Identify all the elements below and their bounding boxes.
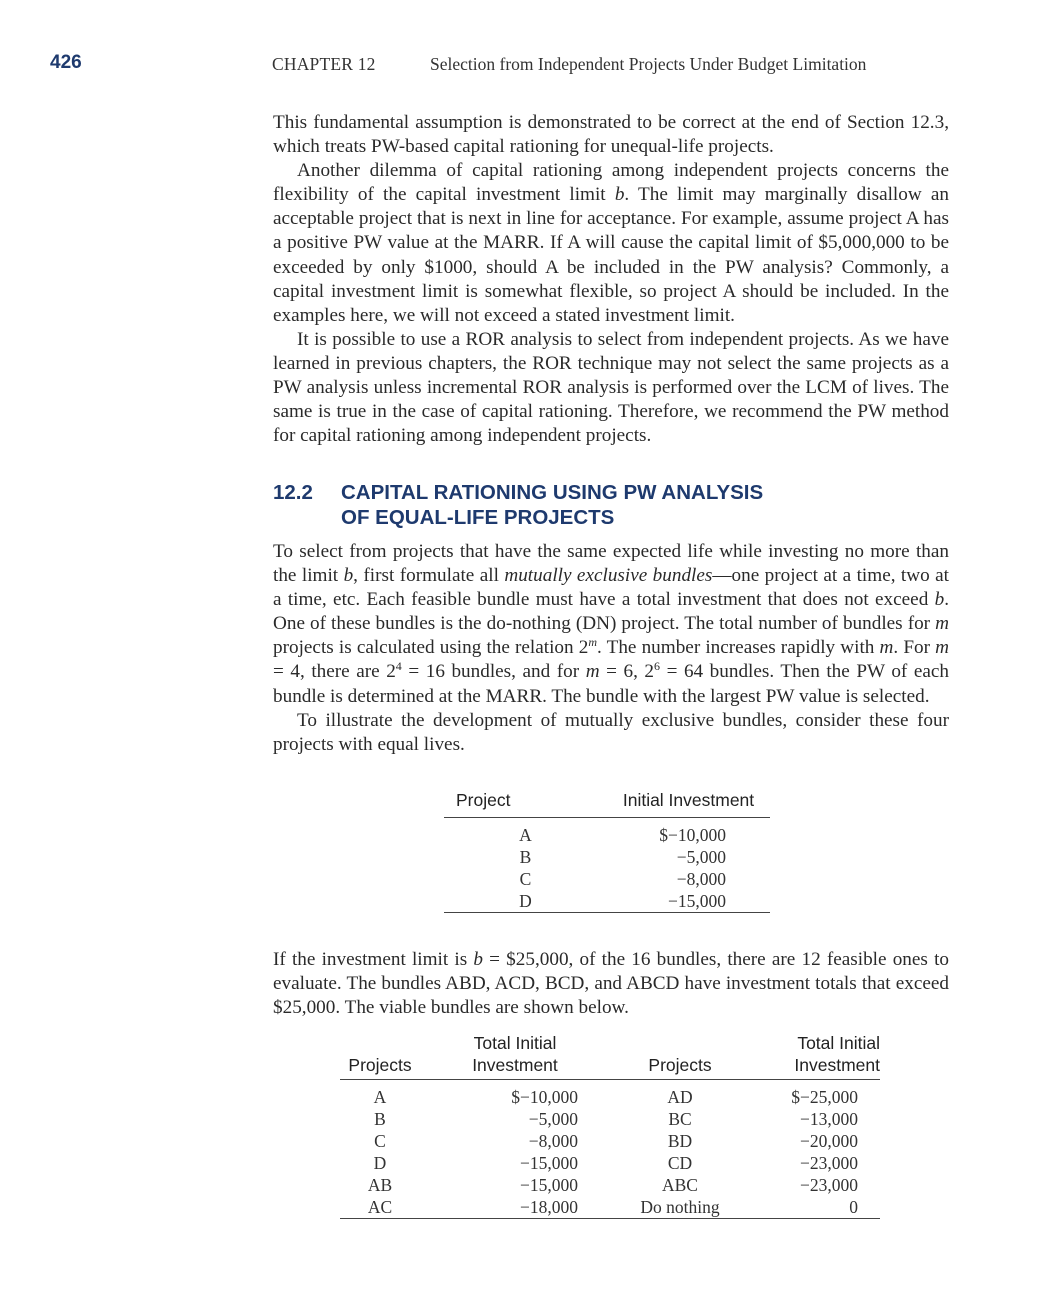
bundles-table [340,1028,880,1231]
total-investment-cell: −15,000 [520,1152,578,1173]
chapter-title: Selection from Independent Projects Under Budget Limitation [430,54,867,74]
col-total-initial-1: Total Initial Investment [472,1033,558,1075]
project-cell: C [519,868,532,889]
section-title [341,480,763,530]
projects-cell: BD [667,1130,693,1151]
table-row [340,1174,880,1196]
total-investment-cell: −20,000 [800,1130,858,1151]
intro-paragraphs [273,111,949,448]
table-row [444,846,770,868]
section-paragraphs [273,540,949,757]
projects-table [444,790,770,923]
total-investment-cell: −8,000 [528,1130,578,1151]
projects-cell: A [373,1086,387,1107]
projects-cell: ABC [662,1174,698,1195]
project-cell: B [519,846,532,867]
section-title-line-2: OF EQUAL-LIFE PROJECTS [341,506,615,529]
page-number: 426 [50,52,82,73]
projects-cell: D [373,1152,387,1173]
table-row [444,890,770,913]
projects-cell: AC [367,1196,393,1217]
section-number: 12.2 [273,481,313,504]
projects-cell: CD [667,1152,693,1173]
paragraph-1: This fundamental assumption is demonstrated to be correct at the end of Section 12.3, which treats PW-based capital rationing for unequal-life projects. [273,112,949,158]
total-investment-cell: −18,000 [520,1196,578,1217]
project-cell: A [519,824,532,845]
chapter-label: CHAPTER 12 [272,54,376,74]
total-investment-cell: −15,000 [520,1174,578,1195]
table-row [340,1152,880,1174]
projects-table-header [444,790,770,818]
total-investment-cell: 0 [849,1196,858,1217]
col-project: Project [456,790,511,810]
investment-cell: $−10,000 [659,824,726,845]
projects-cell: BC [668,1108,692,1129]
investment-cell: −15,000 [668,890,726,911]
col-total-initial-2: Total Initial Investment [794,1033,880,1075]
table-row [340,1130,880,1152]
running-header [272,54,867,75]
total-investment-cell: −5,000 [528,1108,578,1129]
investment-cell: −5,000 [676,846,726,867]
projects-cell: B [374,1108,386,1129]
total-investment-cell: $−10,000 [511,1086,578,1107]
table-row [444,868,770,890]
table-row [340,1108,880,1130]
projects-cell: Do nothing [640,1196,720,1217]
paragraph-4: To select from projects that have the same expected life while investing no more than the limit b, first formulate all mutually exclusive bundles—one project at a time, two at a time, etc. Each feasible bundle must have a total investment that does not exceed b. One of these bundles is the do-nothing (DN) project. The total number of bundles for m projects is calculated using the relation 2$^m$. The number increases rapidly with m. For m = 4, there are $2^4 = 16$ bundles, and for m = 6, $2^6 = 64$ bundles. Then the PW of each bundle is determined at the MARR. The bundle with the largest PW value is selected. [273,541,950,707]
table-row [340,1080,880,1109]
total-investment-cell: $−25,000 [791,1086,858,1107]
paragraph-6: If the investment limit is b = $25,000, of the 16 bundles, there are 12 feasible ones to evaluate. The bundles ABD, ACD, BCD, and ABCD have investment totals that exceed $25,000. The viable bundles are shown below. [273,949,949,1019]
table-row [340,1196,880,1219]
table-row [444,818,770,847]
projects-cell: C [374,1130,386,1151]
projects-cell: AD [667,1086,693,1107]
paragraph-2: Another dilemma of capital rationing among independent projects concerns the flexibility of the capital investment limit b. The limit may marginally disallow an acceptable project that is next in line for acceptance. For example, assume project A has a positive PW value at the MARR. If A will cause the capital limit of $5,000,000 to be exceeded by only $1000, should A be included in the PW analysis? Commonly, a capital investment limit is somewhat flexible, so project A should be included. In the examples here, we will not exceed a stated investment limit. [273,160,949,326]
section-title-line-1: CAPITAL RATIONING USING PW ANALYSIS [341,481,764,504]
col-projects-1: Projects [348,1055,412,1075]
total-investment-cell: −13,000 [800,1108,858,1129]
project-cell: D [519,890,532,911]
projects-cell: AB [367,1174,393,1195]
col-projects-2: Projects [648,1055,712,1075]
investment-cell: −8,000 [676,868,726,889]
paragraph-5: To illustrate the development of mutually exclusive bundles, consider these four projects with equal lives. [273,709,949,755]
total-investment-cell: −23,000 [800,1152,858,1173]
paragraph-3: It is possible to use a ROR analysis to select from independent projects. As we have learned in previous chapters, the ROR technique may not select the same projects as a PW analysis unless incremental ROR analysis is performed over the LCM of lives. The same is true in the case of capital rationing. Therefore, we recommend the PW method for capital rationing among independent projects. [273,328,949,447]
col-initial-investment: Initial Investment [622,790,755,810]
bundles-table-header [340,1028,880,1080]
total-investment-cell: −23,000 [800,1174,858,1195]
